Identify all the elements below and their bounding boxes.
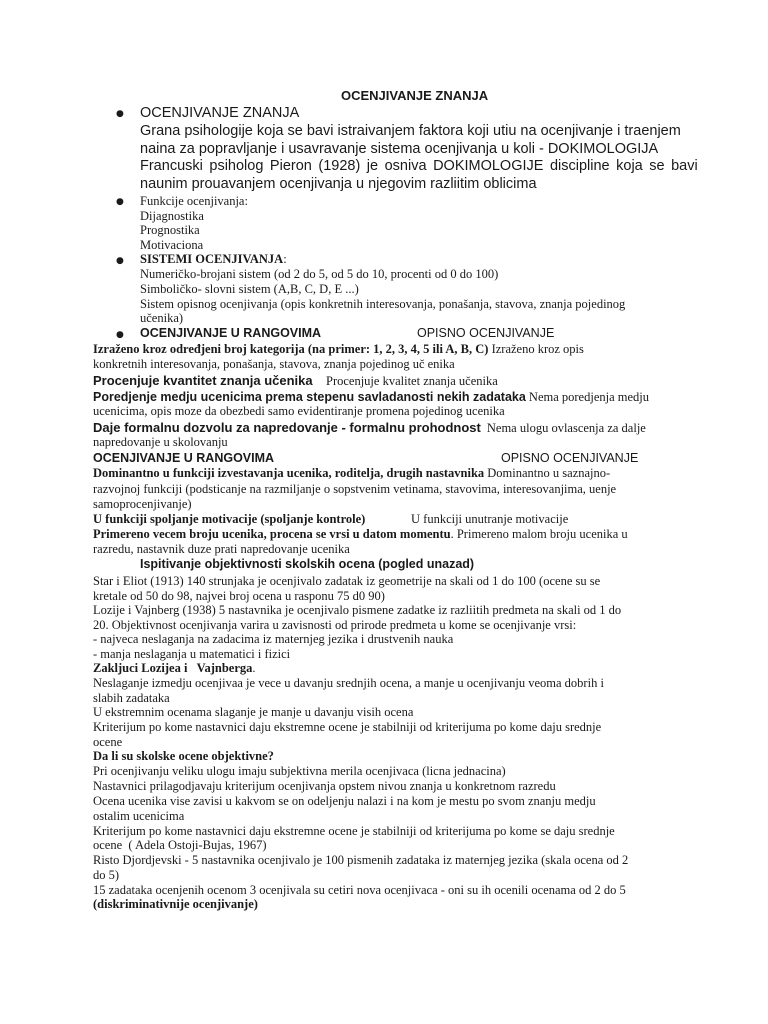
body-line: Pri ocenjivanju veliku ulogu imaju subjektivna merila ocenjivaca (licna jednacina) xyxy=(93,764,506,778)
body-line: razredu, nastavnik duze prati napredovanje ucenika xyxy=(93,542,350,556)
body-line: Star i Eliot (1913) 140 strunjaka je ocenjivalo zadatak iz geometrije na skali od 1 do 100 (ocene su se xyxy=(93,574,601,588)
body-line: kretale od 50 do 98, najvei broj ocena u rasponu 75 d0 90) xyxy=(93,589,385,603)
body-line: - najveca neslaganja na zadacima iz maternjeg jezika i drustvenih nauka xyxy=(93,632,454,646)
body-line: Lozije i Vajnberg (1938) 5 nastavnika je ocenjivalo pismene zadatke iz razliitih predmeta na skali od 1 do xyxy=(93,603,622,617)
body-line: napredovanje u skolovanju xyxy=(93,435,228,449)
body-line: Kriterijum po kome nastavnici daju ekstremne ocene je stabilniji od kriterijuma po kome daju srednje xyxy=(93,720,602,734)
bold-text: Zakljuci Lozijea i Vajnberga xyxy=(93,661,253,675)
body-line: Da li su skolske ocene objektivne? xyxy=(93,749,274,763)
bullet-heading: OCENJIVANJE ZNANJA xyxy=(140,105,300,121)
body-line: (diskriminativnije ocenjivanje) xyxy=(93,897,258,911)
body-line: konkretnih interesovanja, ponašanja, stavova, znanja pojedinog uč enika xyxy=(93,357,455,371)
bold-text: Dominantno u funkciji izvestavanja ucenika, roditelja, drugih nastavnika xyxy=(93,466,485,480)
body-line xyxy=(93,390,649,405)
body-line: U ekstremnim ocenama slaganje je manje u davanju visih ocena xyxy=(93,705,414,719)
body-line: samoprocenjivanje) xyxy=(93,497,192,511)
body-line: Risto Djordjevski - 5 nastavnika ocenjivalo je 100 pismenih zadataka iz maternjeg jezika (skala ocena od 2 xyxy=(93,853,629,867)
bullet-icon: ● xyxy=(116,330,124,340)
bullet-icon: ● xyxy=(116,197,124,207)
bullet-text-line: Sistem opisnog ocenjivanja (opis konkretnih interesovanja, ponašanja, stavova, znanja pojedinog xyxy=(140,297,626,311)
regular-text: Nema poredjenja medju xyxy=(525,390,650,404)
bullet-text-line: Grana psihologije koja se bavi istraivanjem faktora koji utiu na ocenjivanje i traenjem xyxy=(140,123,681,139)
body-line: ocene xyxy=(93,735,123,749)
bullet-icon: ● xyxy=(116,109,124,119)
bold-text: Izraženo kroz određjeni broj kategorija (na primer: 1, 2, 3, 4, 5 ili A, B, C) xyxy=(93,342,489,356)
bullet-text-line: Prognostika xyxy=(140,223,200,237)
heading-suffix: : xyxy=(283,252,287,266)
bold-text: Poredjenje medju ucenicima prema stepenu savladanosti nekih zadataka xyxy=(93,390,526,404)
bullet-text-line: Francuski psiholog Pieron (1928) je osniva DOKIMOLOGIJE discipline koja se bavi xyxy=(140,158,698,174)
section-heading: Ispitivanje objektivnosti skolskih ocena (pogled unazad) xyxy=(140,557,475,571)
body-line: Neslaganje izmedju ocenjivaa je vece u davanju srednjih ocena, a manje u ocenjivanju veoma dobrih i xyxy=(93,676,604,690)
bullet-text-line: naunim prouavanjem ocenjivanja u njegovim razliitim oblicima xyxy=(140,176,537,192)
body-line: - manja neslaganja u matematici i fizici xyxy=(93,647,291,661)
body-line: U funkciji unutranje motivacije xyxy=(411,512,569,526)
body-line xyxy=(93,467,610,480)
body-line: slabih zadataka xyxy=(93,691,170,705)
section-heading: OCENJIVANJE U RANGOVIMA xyxy=(93,451,275,465)
body-line: Nastavnici prilagodjavaju kriterijum ocenjivanja opstem nivou znanja u konkretnom razredu xyxy=(93,779,556,793)
bullet-text-line: Numeričko-brojani sistem (od 2 do 5, od 5 do 10, procenti od 0 do 100) xyxy=(140,267,499,281)
body-line: razvojnoj funkciji (podsticanje na razmiljanje o sopstvenim vetinama, stavovima, interesovanjima, uenje xyxy=(93,482,617,496)
body-line: 15 zadataka ocenjenih ocenom 3 ocenjivala su cetiri nova ocenjivaca - oni su ih ocenili ocenama od 2 do 5 xyxy=(93,883,626,897)
bullet-text-line: učenika) xyxy=(140,311,184,325)
bullet-text-line: Simboličko- slovni sistem (A,B, C, D, E ...) xyxy=(140,282,359,296)
bullet-text-line: Dijagnostika xyxy=(140,209,204,223)
bullet-icon: ● xyxy=(116,256,124,266)
bullet-heading: OCENJIVANJE U RANGOVIMA xyxy=(140,326,322,340)
bold-text: Daje formalnu dozvolu za napredovanje - formalnu prohodnost xyxy=(93,420,481,435)
body-line: do 5) xyxy=(93,868,120,882)
bold-text: Primereno vecem broju ucenika, procena se vrsi u datom momentu xyxy=(93,527,451,541)
bullet-heading-right: OPISNO OCENJIVANJE xyxy=(417,326,555,340)
body-line: Procenjuje kvalitet znanja učenika xyxy=(326,374,498,388)
regular-text: Izraženo kroz opis xyxy=(488,342,584,356)
page-title: OCENJIVANJE ZNANJA xyxy=(341,88,489,103)
body-line xyxy=(93,343,584,356)
bullet-text-line: naina za popravljanje i usavravanje sistema ocenjivanja u koli - DOKIMOLOGIJA xyxy=(140,141,659,157)
body-line: Ocena ucenika vise zavisi u kakvom se on odeljenju nalazi i na kom je mestu po svom znanju medju xyxy=(93,794,596,808)
bullet-heading xyxy=(140,253,287,266)
regular-text: Nema ulogu ovlascenja za dalje xyxy=(486,421,646,435)
body-line: ocene ( Adela Ostoji-Bujas, 1967) xyxy=(93,838,267,852)
bullet-text-line: Motivaciona xyxy=(140,238,204,252)
body-line: ucenicima, opis moze da obezbedi samo evidentiranje promena pojedinog ucenika xyxy=(93,404,505,418)
regular-text: Dominantno u saznajno- xyxy=(484,466,611,480)
regular-text: . xyxy=(252,661,256,675)
body-line: 20. Objektivnost ocenjivanja varira u zavisnosti od prirode predmeta u kome se ocenjivanje vrsi: xyxy=(93,618,577,632)
body-line xyxy=(93,662,256,675)
regular-text: . Primereno malom broju ucenika u xyxy=(450,527,628,541)
body-line: Procenjuje kvantitet znanja učenika xyxy=(93,373,313,388)
body-line xyxy=(93,421,646,436)
heading-bold-text: SISTEMI OCENJIVANJA xyxy=(140,252,284,266)
body-line xyxy=(93,528,628,541)
section-heading-right: OPISNO OCENJIVANJE xyxy=(501,451,639,465)
body-line: Kriterijum po kome nastavnici daju ekstremne ocene je stabilniji od kriterijuma po kome se daju srednje xyxy=(93,824,615,838)
body-line: U funkciji spoljanje motivacije (spoljanje kontrole) xyxy=(93,512,366,526)
bullet-heading: Funkcije ocenjivanja: xyxy=(140,194,248,208)
body-line: ostalim ucenicima xyxy=(93,809,185,823)
